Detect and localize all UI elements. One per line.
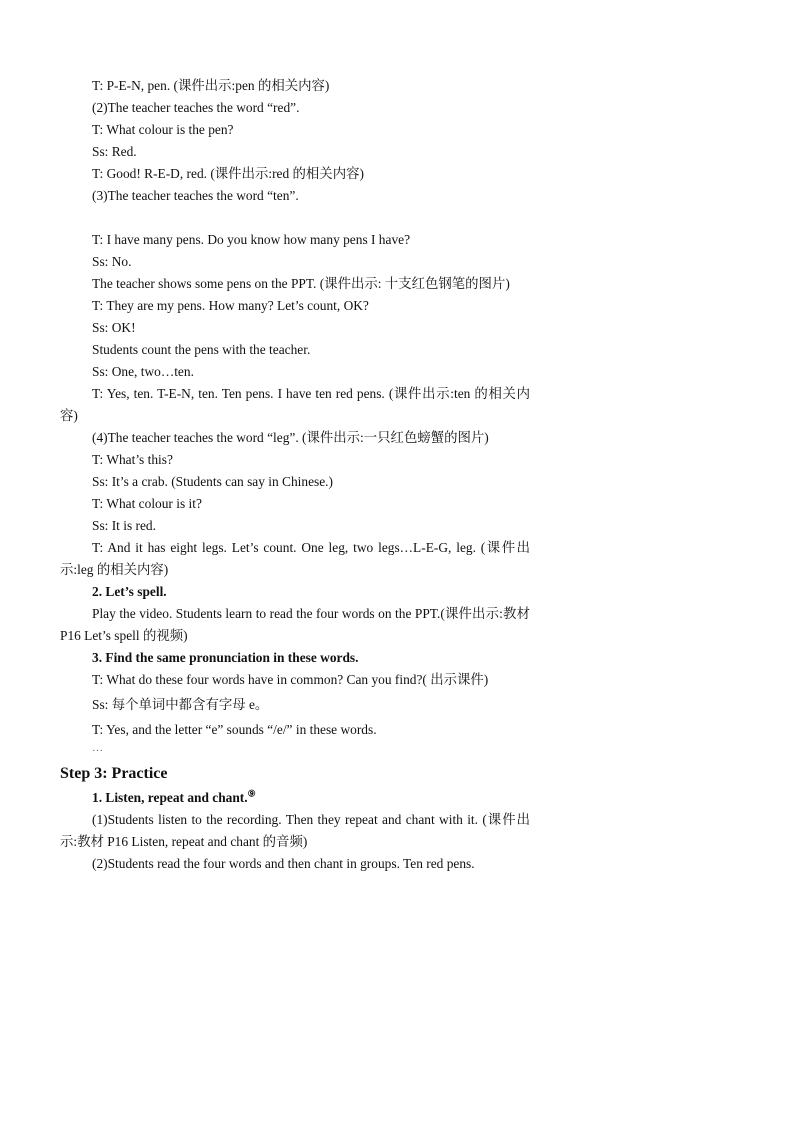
document-body [60,75,530,875]
text-line: (2)The teacher teaches the word “red”. [92,100,300,115]
step-heading-practice: Step 3: Practice [60,765,168,782]
heading-text: 1. Listen, repeat and chant. [92,790,248,805]
text-line: Students count the pens with the teacher. [92,342,311,357]
section-heading-lets-spell: 2. Let’s spell. [92,584,167,599]
text-line: Ss: One, two…ten. [92,364,194,379]
text-line: T: Yes, and the letter “e” sounds “/e/” in these words. [92,722,377,737]
section-heading-find-pronunciation: 3. Find the same pronunciation in these words. [92,650,359,665]
text-line: (3)The teacher teaches the word “ten”. [92,188,299,203]
text-line: (4)The teacher teaches the word “leg”. (课件出示:一只红色螃蟹的图片) [92,430,489,445]
text-line: T: They are my pens. How many? Let’s count, OK? [92,298,369,313]
text-line: Play the video. Students learn to read the four words on the PPT.(课件出示:教材 P16 Let’s spell 的视频) [60,606,530,643]
text-line: (2)Students read the four words and then chant in groups. Ten red pens. [92,856,475,871]
text-line: Ss: It is red. [92,518,156,533]
text-line: The teacher shows some pens on the PPT. (课件出示: 十支红色钢笔的图片) [92,276,510,291]
text-line: T: What’s this? [92,452,173,467]
text-line: T: Good! R-E-D, red. (课件出示:red 的相关内容) [92,166,364,181]
text-line: T: What do these four words have in common? Can you find?( 出示课件) [92,672,489,687]
text-line: Ss: No. [92,254,132,269]
text-line: T: Yes, ten. T-E-N, ten. Ten pens. I have ten red pens. (课件出示:ten 的相关内容) [60,386,530,423]
text-line: T: What colour is it? [92,496,202,511]
text-line: Ss: 每个单词中都含有字母 e。 [92,697,269,712]
section-heading-listen-repeat-chant [60,787,530,809]
text-line: Ss: Red. [92,144,137,159]
text-line: T: I have many pens. Do you know how many pens I have? [92,232,411,247]
text-line: Ss: OK! [92,320,136,335]
text-line: Ss: It’s a crab. (Students can say in Chinese.) [92,474,333,489]
blank-line [60,207,530,229]
text-line: T: What colour is the pen? [92,122,234,137]
text-line: T: P-E-N, pen. (课件出示:pen 的相关内容) [92,78,330,93]
text-line: T: And it has eight legs. Let’s count. One leg, two legs…L-E-G, leg. (课件出示:leg 的相关内容) [60,540,530,577]
text-line: (1)Students listen to the recording. Then they repeat and chant with it. (课件出示:教材 P16 Listen, repeat and chant 的音频) [60,812,530,849]
ellipsis-line: … [92,742,103,754]
footnote-marker: ⑨ [247,788,256,799]
